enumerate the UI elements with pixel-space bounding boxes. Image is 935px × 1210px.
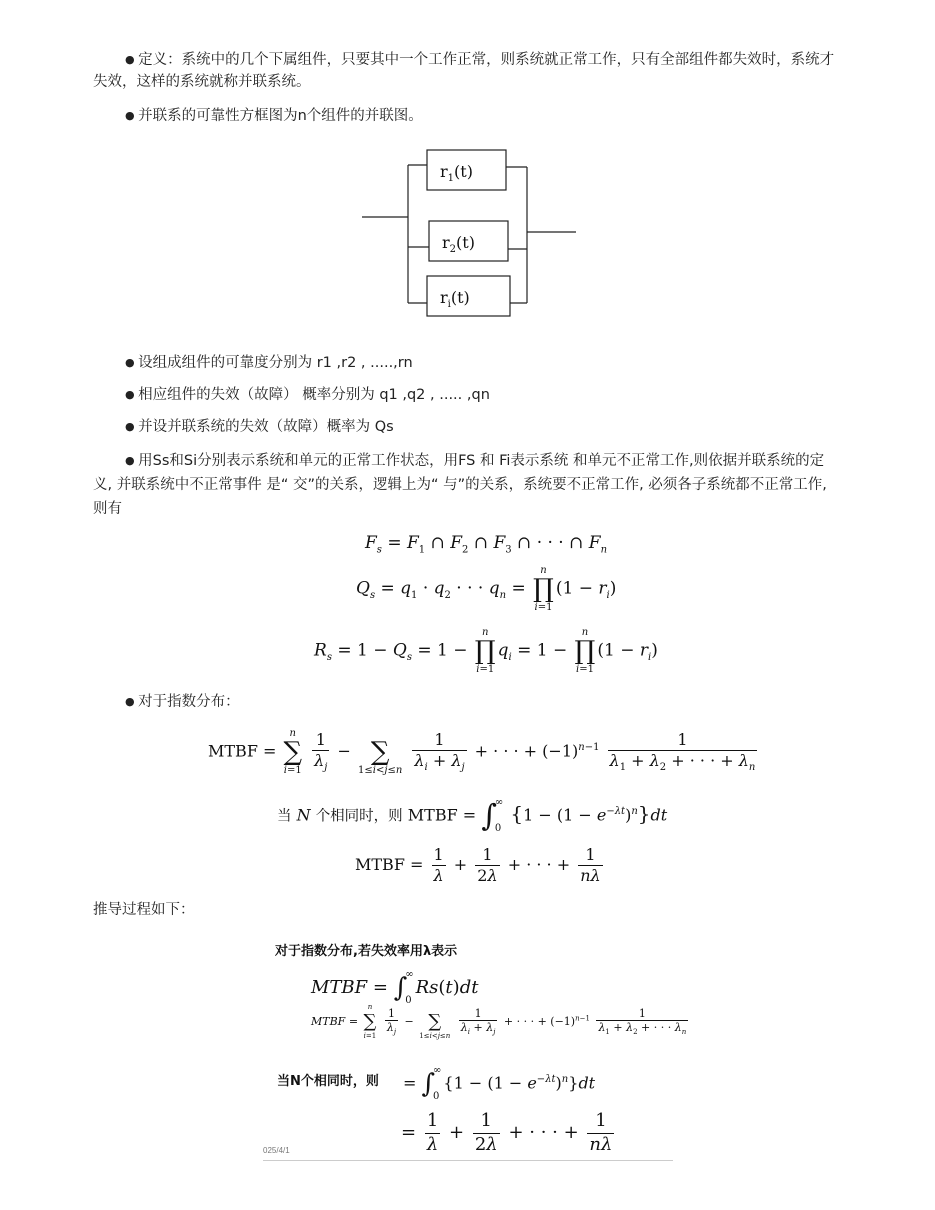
formula-mtbf-integral: 当 N 个相同时，则 MTBF = ∫ ∞ 0 $\{1 - (1 - e^{-\lambda t})^n\}dt$ xyxy=(277,797,668,834)
slide-bottom-rule xyxy=(263,1160,673,1161)
system-failure-paragraph: ● 并设并联系统的失效（故障）概率为 Qs xyxy=(93,416,838,438)
formula-rs: $R_s = 1 - Q_s = 1$ − n ∏ i=1 $q_i = 1$ − n ∏ i=1 $(1 - r_i)$ xyxy=(314,627,658,675)
block-label-i: $r_i(t)$ xyxy=(440,288,470,310)
explanation-paragraph: ● 用Ss和Si分别表示系统和单元的正常工作状态，用FS 和 Fi表示系统 和单元不正常工作,则依据并联系统的定义, 并联系统中不正常事件 是“ 交”的关系，逻辑上为“ 与”的关系，系统要不正常工作, 必须各子系统都不正常工作,则有 xyxy=(93,449,838,521)
slide-heading: 对于指数分布,若失效率用λ表示 xyxy=(275,944,458,959)
slide-mtbf-integral: MTBF = ∫ ∞ 0 Rs(t)dt xyxy=(311,969,479,1006)
slide-result: = $\frac{1}{\lambda}$ + $\frac{1}{2\lambda}$ + · · · + $\frac{1}{n\lambda}$ xyxy=(401,1110,613,1155)
parallel-block-diagram xyxy=(360,145,580,325)
exponential-paragraph: ● 对于指数分布： xyxy=(93,691,838,713)
when-same-prefix: 当 xyxy=(277,808,292,825)
when-same-n: N xyxy=(296,805,311,825)
failure-prob-paragraph: ● 相应组件的失效（故障） 概率分别为 q1 ,q2 , ..... ,qn xyxy=(93,384,838,406)
definition-paragraph: ● 定义：系统中的几个下属组件，只要其中一个工作正常，则系统就正常工作，只有全部组件都失效时，系统才失效，这样的系统就称并联系统。 xyxy=(93,49,838,93)
formula-mtbf-sum: MTBF = n ∑ i=1 $\frac{1}{\lambda_j}$ − ∑ 1≤i<j≤n $\frac{1}{\lambda_i + \lambda_j}$ + · · · + $(-1)^{n-1}$ $\frac{1}{\lambda_1 + \lambda_2 + \cdot \cdot \cdot + \lambda_n}$ xyxy=(208,728,756,776)
slide-when-same: 当N个相同时，则 xyxy=(277,1074,379,1089)
derivation-slide-image xyxy=(263,932,687,1162)
reliability-paragraph: ● 设组成组件的可靠度分别为 r1 ,r2 , .....,rn xyxy=(93,352,838,374)
derivation-label: 推导过程如下： xyxy=(93,902,195,918)
slide-footer-date: 025/4/1 xyxy=(263,1146,290,1155)
when-same-suffix: 个相同时，则 xyxy=(315,808,403,825)
slide-mtbf-sum: MTBF = n ∑ i=1 $\frac{1}{\lambda_j}$ − ∑ 1≤i<j≤n $\frac{1}{\lambda_i + \lambda_j}$ + · · · + $(-1)^{n-1}$ $\frac{1}{\lambda_1 + \lambda_2 + \cdot \cdot \cdot \lambda_n}$ xyxy=(311,1003,687,1040)
slide-integral: = ∫ ∞ 0 $\{1 - (1 - e^{-\lambda t})^n\}dt$ xyxy=(403,1065,596,1102)
block-label-1: $r_1(t)$ xyxy=(440,162,473,184)
formula-fs: $F_s = F_1$ ∩ $F_2$ ∩ $F_3$ ∩ · · · ∩ $F_n$ xyxy=(365,533,608,556)
diagram-intro-paragraph: ● 并联系的可靠性方框图为n个组件的并联图。 xyxy=(93,105,838,127)
formula-qs: $Q_s = q_1 \cdot q_2$ · · · $q_n$ = n ∏ i=1 $(1 - r_i)$ xyxy=(356,565,617,613)
block-label-2: $r_2(t)$ xyxy=(442,233,475,255)
formula-mtbf-result: MTBF = $\frac{1}{\lambda}$ + $\frac{1}{2\lambda}$ + · · · + $\frac{1}{n\lambda}$ xyxy=(355,845,601,885)
